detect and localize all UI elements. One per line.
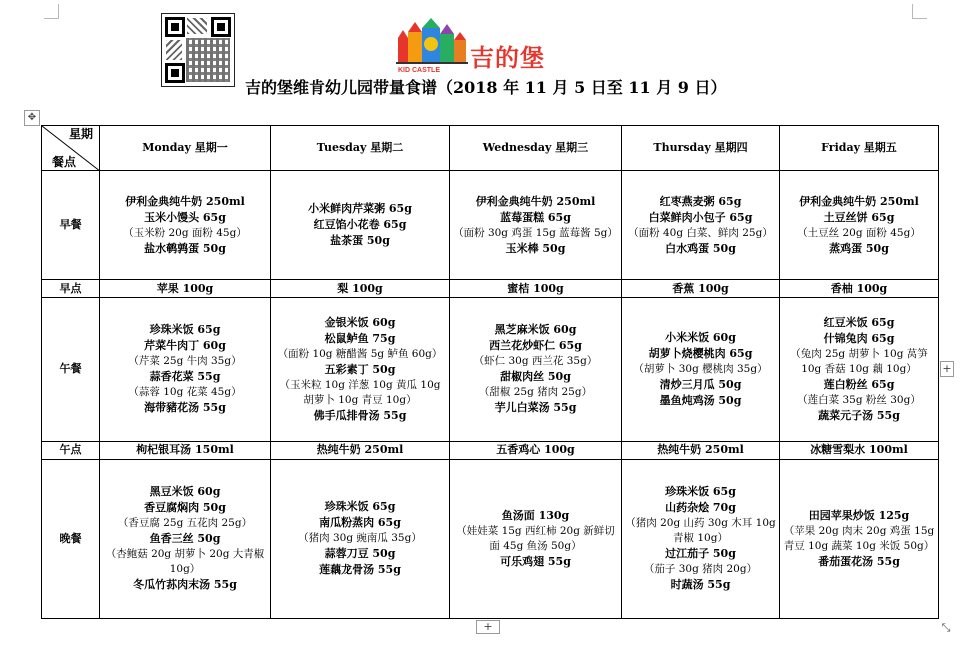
meal-label: 早餐 bbox=[42, 171, 100, 280]
dish-name: 可乐鸡翅 55g bbox=[500, 554, 571, 568]
menu-cell bbox=[622, 171, 780, 280]
menu-cell bbox=[780, 298, 939, 441]
dish-name: 梨 100g bbox=[337, 281, 383, 295]
dish-name: 蒜蓉刀豆 50g bbox=[324, 547, 396, 561]
menu-cell bbox=[780, 459, 939, 618]
dish-name: 枸杞银耳汤 150ml bbox=[136, 443, 234, 457]
dish-name: 芋儿白菜汤 55g bbox=[494, 401, 577, 415]
dish-name: 伊利金典纯牛奶 250ml bbox=[799, 194, 919, 208]
dish-name: 盐水鹌鹑蛋 50g bbox=[144, 241, 226, 255]
meal-row-lunch bbox=[42, 298, 939, 441]
dish-name: 珍珠米饭 65g bbox=[324, 500, 396, 514]
dish-name: 芹菜牛肉丁 60g bbox=[144, 339, 226, 353]
dish-name: 白水鸡蛋 50g bbox=[665, 241, 736, 255]
menu-cell bbox=[622, 280, 780, 298]
day-header: Monday 星期一 bbox=[100, 126, 271, 171]
dish-name: 盐茶蛋 50g bbox=[330, 234, 390, 248]
dish-name: 胡萝卜烧樱桃肉 65g bbox=[648, 346, 753, 360]
corner-label-day: 星期 bbox=[68, 127, 93, 141]
ingredient-note: （娃娃菜 15g 西红柿 20g 新鲜切面 45g 鱼汤 50g） bbox=[456, 524, 615, 552]
meal-row-afternoon-snack bbox=[42, 441, 939, 459]
dish-name: 蔬菜元子汤 55g bbox=[818, 408, 900, 422]
dish-name: 红豆米饭 65g bbox=[823, 315, 895, 329]
dish-name: 海带豬花汤 55g bbox=[144, 401, 226, 415]
dish-name: 香柚 100g bbox=[830, 281, 888, 295]
dish-name: 玉米棒 50g bbox=[505, 241, 566, 255]
dish-name: 黑豆米饭 60g bbox=[149, 485, 221, 499]
menu-cell bbox=[622, 441, 780, 459]
menu-cell bbox=[450, 459, 622, 618]
menu-cell bbox=[780, 171, 939, 280]
dish-name: 冰糖雪梨水 100ml bbox=[810, 443, 908, 457]
menu-cell bbox=[450, 280, 622, 298]
page-title: 吉的堡维肯幼儿园带量食谱（2018 年 11 月 5 日至 11 月 9 日） bbox=[245, 78, 727, 97]
day-header: Wednesday 星期三 bbox=[450, 126, 622, 171]
ingredient-note: （胡萝卜 30g 樱桃肉 35g） bbox=[633, 362, 768, 375]
dish-name: 甜椒肉丝 50g bbox=[500, 370, 571, 384]
ingredient-note: （面粉 10g 糖醋酱 5g 鲈鱼 60g） bbox=[277, 347, 443, 360]
ingredient-note: （玉米粒 10g 洋葱 10g 黄瓜 10g 胡萝卜 10g 青豆 10g） bbox=[279, 378, 441, 406]
page-corner-mark-right bbox=[912, 4, 927, 19]
ingredient-note: （兔肉 25g 胡萝卜 10g 莴笋 10g 香菇 10g 藕 10g） bbox=[790, 347, 928, 375]
menu-cell bbox=[622, 298, 780, 441]
ingredient-note: （猪肉 30g 豌南瓜 35g） bbox=[298, 532, 422, 545]
menu-cell bbox=[450, 171, 622, 280]
dish-name: 五彩素丁 50g bbox=[324, 362, 396, 376]
ingredient-note: （杏鲍菇 20g 胡萝卜 20g 大青椒 10g） bbox=[105, 548, 265, 576]
menu-cell bbox=[100, 280, 271, 298]
brand-en-label bbox=[396, 64, 472, 74]
page-corner-mark-left bbox=[44, 4, 59, 19]
dish-name: 珍珠米饭 65g bbox=[665, 485, 736, 499]
dish-name: 冬瓜竹荪肉末汤 55g bbox=[133, 578, 237, 592]
table-move-handle[interactable]: ✥ bbox=[24, 110, 40, 126]
dish-name: 土豆丝饼 65g bbox=[823, 210, 895, 224]
dish-name: 山药杂烩 70g bbox=[665, 501, 736, 515]
dish-name: 西兰花炒虾仁 65g bbox=[489, 339, 582, 353]
dish-name: 鱼香三丝 50g bbox=[149, 532, 221, 546]
dish-name: 蒜香花菜 55g bbox=[149, 370, 221, 384]
dish-name: 什锦兔肉 65g bbox=[823, 331, 895, 345]
meal-label: 午餐 bbox=[42, 298, 100, 441]
dish-name: 金银米饭 60g bbox=[324, 315, 396, 329]
ingredient-note: （莲白菜 35g 粉丝 30g） bbox=[797, 393, 921, 406]
menu-cell bbox=[100, 171, 271, 280]
dish-name: 蓝莓蛋糕 65g bbox=[500, 210, 571, 224]
dish-name: 红枣燕麦粥 65g bbox=[659, 194, 742, 208]
ingredient-note: （茄子 30g 猪肉 20g） bbox=[643, 563, 758, 576]
ingredient-note: （虾仁 30g 西兰花 35g） bbox=[473, 355, 598, 368]
dish-name: 松鼠鲈鱼 75g bbox=[324, 331, 396, 345]
menu-cell bbox=[450, 298, 622, 441]
ingredient-note: （猪肉 20g 山药 30g 木耳 10g 青椒 10g） bbox=[625, 517, 776, 545]
menu-table bbox=[41, 125, 939, 619]
ingredient-note: （芹菜 25g 牛肉 35g） bbox=[128, 355, 242, 368]
day-header: Tuesday 星期二 bbox=[271, 126, 450, 171]
dish-name: 热纯牛奶 250ml bbox=[657, 443, 744, 457]
day-header: Friday 星期五 bbox=[780, 126, 939, 171]
meal-row-morning-snack bbox=[42, 280, 939, 298]
menu-cell bbox=[450, 441, 622, 459]
ingredient-note: （面粉 30g 鸡蛋 15g 蓝莓酱 5g） bbox=[453, 226, 618, 239]
dish-name: 莲藕龙骨汤 55g bbox=[319, 563, 401, 577]
meal-row-breakfast bbox=[42, 171, 939, 280]
dish-name: 玉米小馒头 65g bbox=[144, 210, 226, 224]
dish-name: 苹果 100g bbox=[156, 281, 214, 295]
menu-cell bbox=[100, 441, 271, 459]
menu-cell bbox=[271, 171, 450, 280]
dish-name: 小米米饭 60g bbox=[665, 330, 736, 344]
ingredient-note: （香豆腐 25g 五花肉 25g） bbox=[117, 517, 253, 530]
dish-name: 五香鸡心 100g bbox=[496, 443, 575, 457]
dish-name: 热纯牛奶 250ml bbox=[316, 443, 404, 457]
ingredient-note: （蒜蓉 10g 花菜 45g） bbox=[128, 386, 242, 399]
svg-text:KID CASTLE: KID CASTLE bbox=[398, 67, 440, 74]
qr-code-image bbox=[161, 13, 235, 87]
dish-name: 蒸鸡蛋 50g bbox=[829, 241, 889, 255]
dish-name: 黑芝麻米饭 60g bbox=[494, 323, 577, 337]
ingredient-note: （面粉 40g 白菜、鲜肉 25g） bbox=[628, 226, 773, 239]
dish-name: 墨鱼炖鸡汤 50g bbox=[659, 393, 742, 407]
menu-cell bbox=[271, 459, 450, 618]
table-header-row bbox=[42, 126, 939, 171]
dish-name: 香豆腐焖肉 50g bbox=[144, 501, 226, 515]
dish-name: 南瓜粉蒸肉 65g bbox=[319, 516, 401, 530]
dish-name: 伊利金典纯牛奶 250ml bbox=[125, 194, 245, 208]
menu-cell bbox=[271, 280, 450, 298]
corner-header-cell bbox=[42, 126, 100, 171]
dish-name: 过江茄子 50g bbox=[665, 547, 736, 561]
dish-name: 莲白粉丝 65g bbox=[823, 377, 895, 391]
ingredient-note: （苹果 20g 肉末 20g 鸡蛋 15g 青豆 10g 蔬菜 10g 米饭 50g） bbox=[783, 524, 935, 552]
day-header: Thursday 星期四 bbox=[622, 126, 780, 171]
menu-cell bbox=[100, 298, 271, 441]
meal-label: 晚餐 bbox=[42, 459, 100, 618]
menu-cell bbox=[780, 441, 939, 459]
insert-column-button[interactable]: + bbox=[476, 620, 500, 634]
ingredient-note: （土豆丝 20g 面粉 45g） bbox=[797, 226, 921, 239]
dish-name: 鱼汤面 130g bbox=[501, 508, 570, 522]
menu-cell bbox=[100, 459, 271, 618]
dish-name: 时蔬汤 55g bbox=[670, 578, 731, 592]
menu-cell bbox=[622, 459, 780, 618]
dish-name: 蜜桔 100g bbox=[507, 281, 564, 295]
menu-cell bbox=[271, 441, 450, 459]
ingredient-note: （玉米粉 20g 面粉 45g） bbox=[123, 226, 247, 239]
table-resize-handle[interactable]: ⤡ bbox=[941, 621, 951, 634]
meal-label: 早点 bbox=[42, 280, 100, 298]
dish-name: 佛手瓜排骨汤 55g bbox=[313, 408, 407, 422]
meal-label: 午点 bbox=[42, 441, 100, 459]
dish-name: 香蕉 100g bbox=[672, 281, 729, 295]
menu-cell bbox=[271, 298, 450, 441]
kid-castle-logo bbox=[396, 18, 576, 74]
dish-name: 红豆馅小花卷 65g bbox=[313, 218, 407, 232]
brand-name: 吉的堡 bbox=[470, 43, 545, 72]
dish-name: 番茄蛋花汤 55g bbox=[818, 554, 900, 568]
dish-name: 清炒三月瓜 50g bbox=[659, 377, 742, 391]
ingredient-note: （甜椒 25g 猪肉 25g） bbox=[478, 386, 593, 399]
dish-name: 白菜鲜肉小包子 65g bbox=[648, 210, 753, 224]
dish-name: 伊利金典纯牛奶 250ml bbox=[475, 194, 596, 208]
menu-cell bbox=[780, 280, 939, 298]
dish-name: 珍珠米饭 65g bbox=[149, 323, 221, 337]
dish-name: 小米鲜肉芹菜粥 65g bbox=[308, 202, 412, 216]
meal-row-dinner bbox=[42, 459, 939, 618]
insert-row-button[interactable]: + bbox=[940, 361, 954, 377]
dish-name: 田园苹果炒饭 125g bbox=[808, 508, 910, 522]
corner-label-meal: 餐点 bbox=[52, 155, 77, 170]
